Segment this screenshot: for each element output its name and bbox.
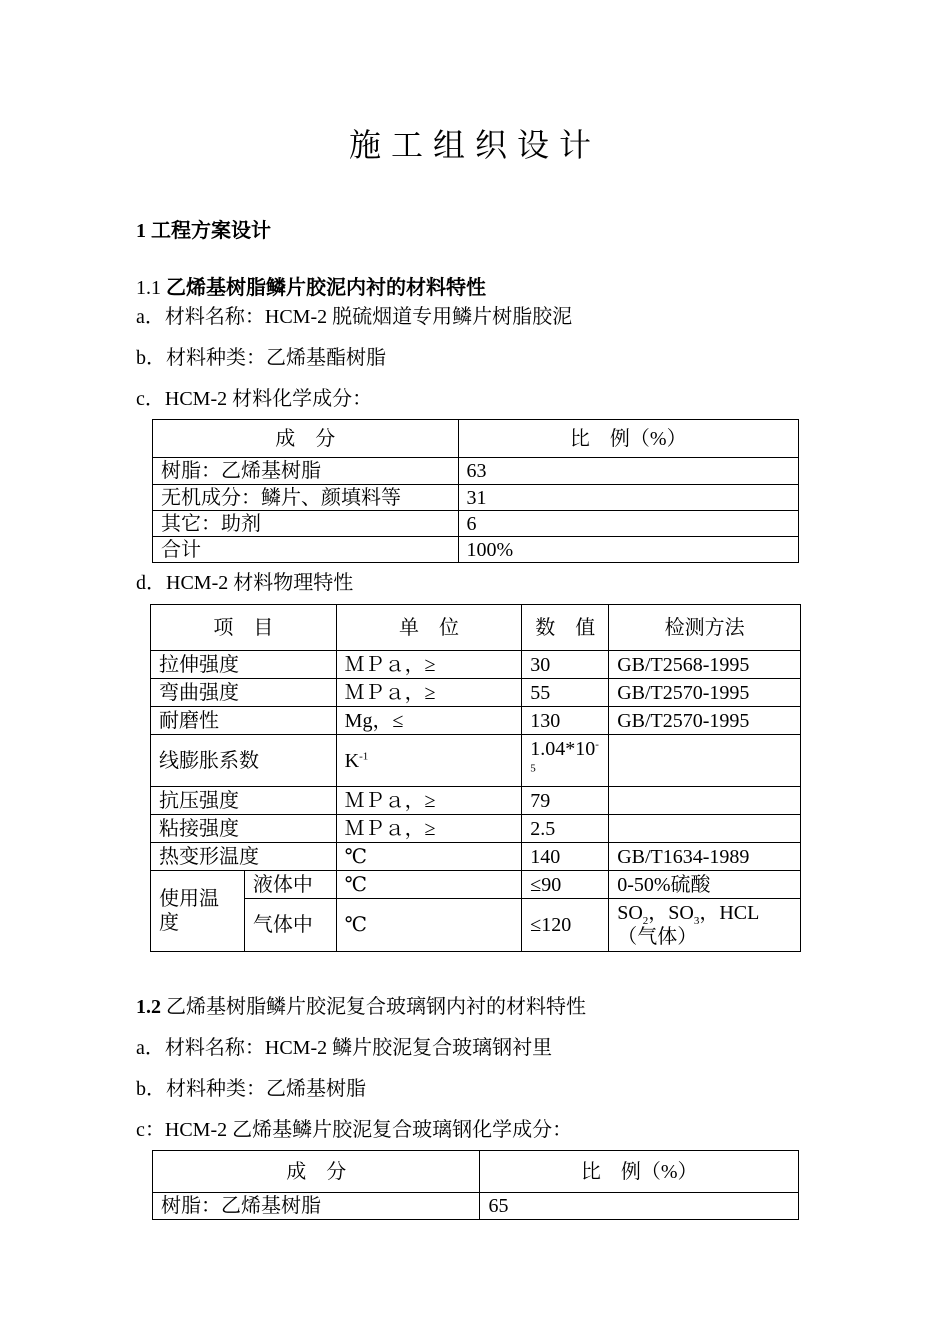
- table-header: 单 位: [336, 605, 522, 651]
- table-cell: 热变形温度: [151, 843, 337, 871]
- table-cell: 55: [522, 679, 609, 707]
- table-cell: 65: [480, 1193, 799, 1220]
- page-title: 施工组织设计: [348, 126, 601, 164]
- unit-exponent: -1: [359, 749, 369, 762]
- table-row: [153, 1193, 799, 1220]
- table-row: [153, 511, 799, 537]
- so2-subscript: 2: [642, 915, 649, 927]
- value-text: 1.04*10: [530, 737, 596, 760]
- table-cell: 拉伸强度: [151, 651, 337, 679]
- table-row: [151, 679, 801, 707]
- table-cell: [522, 735, 609, 787]
- material-name-line: a．材料名称：HCM-2 脱硫烟道专用鳞片树脂胶泥: [136, 306, 573, 328]
- table-header: 项 目: [151, 605, 337, 651]
- table-cell: 合计: [153, 537, 459, 563]
- table-cell: [336, 735, 522, 787]
- physical-properties-line: d．HCM-2 材料物理特性: [136, 572, 354, 594]
- table-cell: 2.5: [522, 815, 609, 843]
- chemical-composition-line: c．HCM-2 材料化学成分：: [136, 388, 373, 410]
- so2-text: SO: [617, 902, 643, 924]
- table-cell: [609, 787, 801, 815]
- table-cell: 100%: [458, 537, 798, 563]
- table-cell: [609, 815, 801, 843]
- hcl-text: ，HCL: [699, 902, 760, 924]
- table-cell: ＭＰａ，≥: [336, 651, 522, 679]
- table-cell: 79: [522, 787, 609, 815]
- subsection-heading-1-2: [136, 990, 586, 1019]
- table-cell: 30: [522, 651, 609, 679]
- table-cell: 6: [458, 511, 798, 537]
- table-cell: ℃: [336, 843, 522, 871]
- material-type-line: b．材料种类：乙烯基树脂: [136, 1078, 366, 1100]
- table-cell: 气体中: [244, 899, 336, 952]
- table-row: [151, 871, 801, 899]
- subsection-heading-1-1: [136, 271, 486, 300]
- table-cell: 0-50%硫酸: [609, 871, 801, 899]
- table-cell: GB/T1634-1989: [609, 843, 801, 871]
- table-cell: GB/T2568-1995: [609, 651, 801, 679]
- table-cell: [609, 899, 801, 952]
- table-cell: ℃: [336, 899, 522, 952]
- table-header: 数 值: [522, 605, 609, 651]
- table-cell: ≤120: [522, 899, 609, 952]
- table-cell: ＭＰａ，≥: [336, 815, 522, 843]
- table-cell: 使用温度: [151, 871, 245, 952]
- material-type-line: b．材料种类：乙烯基酯树脂: [136, 347, 386, 369]
- table-row: [153, 458, 799, 485]
- physical-properties-table: [150, 604, 801, 952]
- table-cell: 弯曲强度: [151, 679, 337, 707]
- material-name-line: a．材料名称：HCM-2 鳞片胶泥复合玻璃钢衬里: [136, 1037, 553, 1059]
- table-cell: 无机成分：鳞片、颜填料等: [153, 485, 459, 511]
- table-cell: 液体中: [244, 871, 336, 899]
- table-cell: 粘接强度: [151, 815, 337, 843]
- table-cell: 线膨胀系数: [151, 735, 337, 787]
- table-cell: 140: [522, 843, 609, 871]
- table-cell: [609, 735, 801, 787]
- gas-note: （气体）: [617, 926, 698, 948]
- table-row: [151, 707, 801, 735]
- so3-text: ，SO: [648, 902, 694, 924]
- table-cell: 其它：助剂: [153, 511, 459, 537]
- table-cell: 31: [458, 485, 798, 511]
- heading-text: 乙烯基树脂鳞片胶泥复合玻璃钢内衬的材料特性: [161, 996, 586, 1018]
- heading-number: 1.2: [136, 996, 161, 1018]
- table-cell: ＭＰａ，≥: [336, 787, 522, 815]
- table-header: 比 例（%）: [458, 420, 798, 458]
- unit-text: K: [344, 749, 360, 772]
- table-row: [153, 485, 799, 511]
- heading-text: 乙烯基树脂鳞片胶泥内衬的材料特性: [166, 277, 486, 299]
- so3-subscript: 3: [693, 915, 700, 927]
- table-cell: GB/T2570-1995: [609, 707, 801, 735]
- table-header: 成 分: [153, 1151, 480, 1193]
- table-cell: Mg，≤: [336, 707, 522, 735]
- table-cell: 耐磨性: [151, 707, 337, 735]
- table-cell: ＭＰａ，≥: [336, 679, 522, 707]
- table-header: 比 例（%）: [480, 1151, 799, 1193]
- table-cell: 树脂：乙烯基树脂: [153, 1193, 480, 1220]
- composite-composition-table: [152, 1150, 799, 1220]
- table-cell: ≤90: [522, 871, 609, 899]
- table-cell: 抗压强度: [151, 787, 337, 815]
- table-row: [151, 651, 801, 679]
- table-header: 检测方法: [609, 605, 801, 651]
- table-row: [151, 899, 801, 952]
- table-cell: 树脂：乙烯基树脂: [153, 458, 459, 485]
- table-cell: 63: [458, 458, 798, 485]
- heading-number: 1.1: [136, 277, 161, 299]
- table-cell: 130: [522, 707, 609, 735]
- chemical-composition-line: c：HCM-2 乙烯基鳞片胶泥复合玻璃钢化学成分：: [136, 1119, 573, 1141]
- table-row: [151, 735, 801, 787]
- table-row: [151, 843, 801, 871]
- table-cell: ℃: [336, 871, 522, 899]
- table-header: 成 分: [153, 420, 459, 458]
- value-exponent: -5: [530, 737, 599, 774]
- table-row: [151, 815, 801, 843]
- section-heading: 1 工程方案设计: [136, 220, 271, 242]
- table-cell: GB/T2570-1995: [609, 679, 801, 707]
- table-row: [151, 787, 801, 815]
- composition-table: [152, 419, 799, 563]
- table-row: [153, 537, 799, 563]
